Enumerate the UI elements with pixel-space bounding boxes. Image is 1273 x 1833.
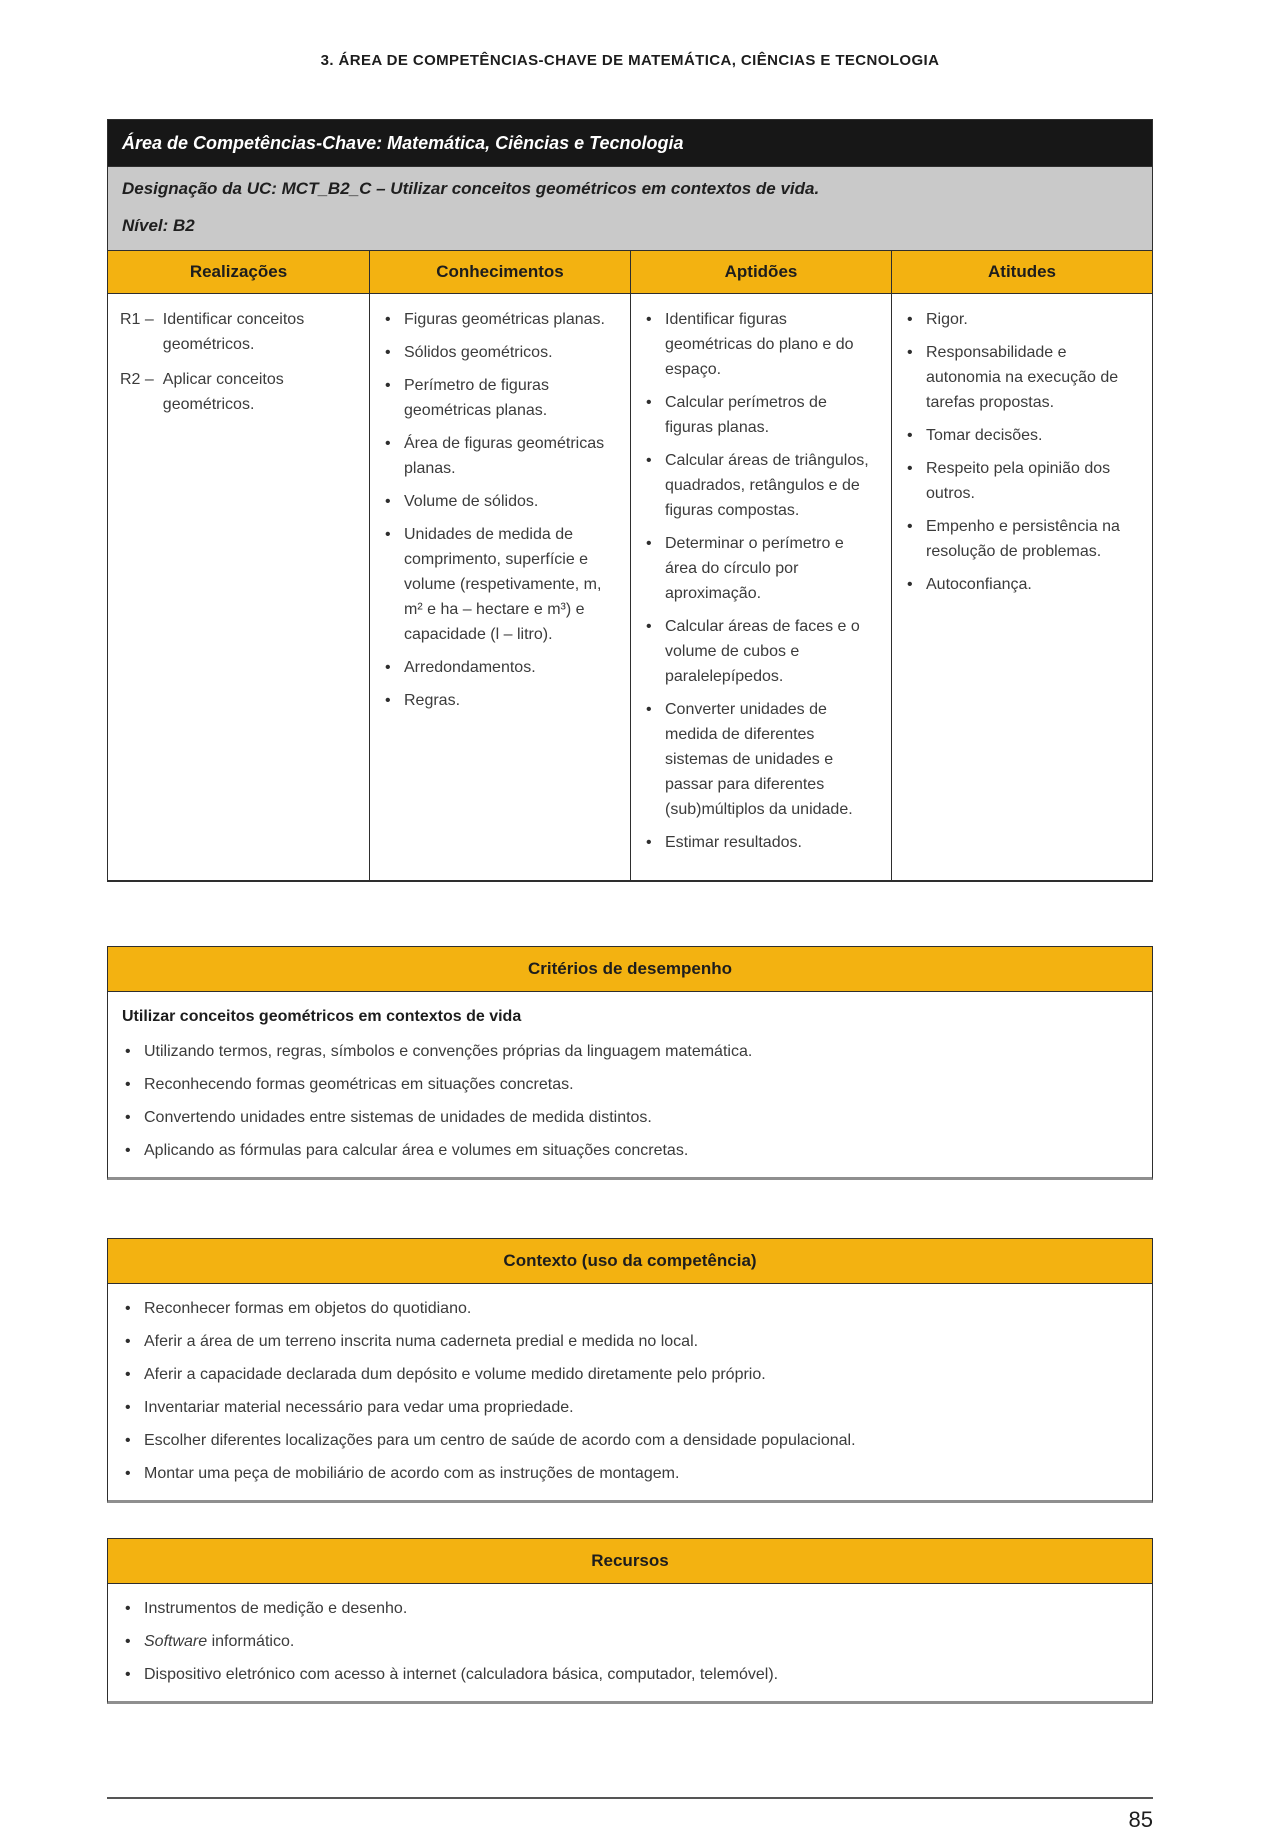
area-title: Área de Competências-Chave: Matemática, Ciências e Tecnologia — [122, 132, 684, 153]
list-item: • Empenho e persistência na resolução de problemas. — [904, 514, 1136, 564]
criterios-subtitle: Utilizar conceitos geométricos em contextos de vida — [122, 1008, 522, 1025]
list-item: • Convertendo unidades entre sistemas de unidades de medida distintos. — [122, 1105, 1138, 1130]
column-header-atitudes: Atitudes — [891, 251, 1152, 293]
list-item — [122, 1662, 1138, 1687]
list-item: • Regras. — [382, 688, 614, 713]
section-body — [108, 1284, 1152, 1500]
list-item: • Reconhecer formas em objetos do quotidiano. — [122, 1296, 1138, 1321]
section-contexto — [107, 1238, 1153, 1503]
criterios-list — [122, 1039, 1138, 1163]
table-header-row — [108, 250, 1152, 293]
cell-aptidoes — [630, 294, 891, 880]
list-item: • Perímetro de figuras geométricas planas. — [382, 373, 614, 423]
aptidoes-list — [643, 307, 875, 855]
list-item: • Autoconfiança. — [904, 572, 1136, 597]
contexto-list — [122, 1296, 1138, 1486]
list-item: • Calcular áreas de triângulos, quadrados, retângulos e de figuras compostas. — [643, 448, 875, 523]
list-item: • Calcular áreas de faces e o volume de cubos e paralelepípedos. — [643, 614, 875, 689]
list-item: • Rigor. — [904, 307, 1136, 332]
list-item: • Aferir a área de um terreno inscrita numa caderneta predial e medida no local. — [122, 1329, 1138, 1354]
list-item: • Reconhecendo formas geométricas em situações concretas. — [122, 1072, 1138, 1097]
atitudes-list — [904, 307, 1136, 597]
page-number: 85 — [1128, 1807, 1153, 1832]
list-item: • Determinar o perímetro e área do círculo por aproximação. — [643, 531, 875, 606]
text-part: Instrumentos de medição e desenho. — [144, 1600, 408, 1617]
recursos-list — [122, 1596, 1138, 1687]
section-recursos — [107, 1538, 1153, 1704]
conhecimentos-list — [382, 307, 614, 713]
list-item: • Montar uma peça de mobiliário de acordo com as instruções de montagem. — [122, 1461, 1138, 1486]
section-body — [108, 992, 1152, 1177]
list-item: • Tomar decisões. — [904, 423, 1136, 448]
italic-part: Software — [144, 1633, 208, 1650]
list-item: • Estimar resultados. — [643, 830, 875, 855]
realizacao-code: R1 – — [120, 311, 154, 328]
section-title: Critérios de desempenho — [108, 947, 1152, 992]
list-item: • Utilizando termos, regras, símbolos e convenções próprias da linguagem matemática. — [122, 1039, 1138, 1064]
list-item: • Figuras geométricas planas. — [382, 307, 614, 332]
realizacao-text: Identificar conceitos geométricos. — [162, 311, 305, 353]
list-item: • Arredondamentos. — [382, 655, 614, 680]
list-item: • Respeito pela opinião dos outros. — [904, 456, 1136, 506]
competency-table — [107, 119, 1153, 882]
text-part: Dispositivo eletrónico com acesso à internet (calculadora básica, computador, telemóvel). — [144, 1666, 779, 1683]
column-header-aptidoes: Aptidões — [630, 251, 891, 293]
uc-designation: Designação da UC: MCT_B2_C – Utilizar conceitos geométricos em contextos de vida. — [122, 179, 820, 198]
list-item: • Converter unidades de medida de diferentes sistemas de unidades e passar para diferentes (sub)múltiplos da unidade. — [643, 697, 875, 822]
list-item — [122, 1629, 1138, 1654]
list-item — [122, 1596, 1138, 1621]
page-content — [107, 0, 1153, 1833]
realizacao-item — [120, 367, 353, 417]
table-body-row — [108, 293, 1152, 880]
list-item: • Aferir a capacidade declarada dum depósito e volume medido diretamente pelo próprio. — [122, 1362, 1138, 1387]
list-item: • Aplicando as fórmulas para calcular área e volumes em situações concretas. — [122, 1138, 1138, 1163]
realizacao-text: Aplicar conceitos geométricos. — [162, 371, 284, 413]
section-title: Recursos — [108, 1539, 1152, 1584]
cell-atitudes — [891, 294, 1152, 880]
list-item: • Área de figuras geométricas planas. — [382, 431, 614, 481]
column-header-realizacoes: Realizações — [108, 251, 369, 293]
list-item: • Identificar figuras geométricas do plano e do espaço. — [643, 307, 875, 382]
realizacao-item — [120, 307, 353, 357]
text-part: informático. — [207, 1633, 295, 1650]
list-item: • Inventariar material necessário para vedar uma propriedade. — [122, 1395, 1138, 1420]
area-title-bar — [108, 120, 1152, 166]
section-body — [108, 1584, 1152, 1701]
running-header: 3. ÁREA DE COMPETÊNCIAS-CHAVE DE MATEMÁTICA, CIÊNCIAS E TECNOLOGIA — [320, 52, 940, 69]
realizacao-code: R2 – — [120, 371, 154, 388]
section-title: Contexto (uso da competência) — [108, 1239, 1152, 1284]
footer-rule — [107, 1797, 1153, 1799]
column-header-conhecimentos: Conhecimentos — [369, 251, 630, 293]
list-item: • Calcular perímetros de figuras planas. — [643, 390, 875, 440]
list-item: • Volume de sólidos. — [382, 489, 614, 514]
cell-conhecimentos — [369, 294, 630, 880]
uc-designation-bar — [108, 166, 1152, 250]
cell-realizacoes — [108, 294, 369, 880]
uc-level: Nível: B2 — [122, 216, 195, 235]
list-item: • Responsabilidade e autonomia na execução de tarefas propostas. — [904, 340, 1136, 415]
page-footer — [107, 1797, 1153, 1833]
list-item: • Escolher diferentes localizações para um centro de saúde de acordo com a densidade populacional. — [122, 1428, 1138, 1453]
section-criterios-desempenho — [107, 946, 1153, 1180]
list-item: • Sólidos geométricos. — [382, 340, 614, 365]
list-item: • Unidades de medida de comprimento, superfície e volume (respetivamente, m, m² e ha – hectare e m³) e capacidade (l – litro). — [382, 522, 614, 647]
